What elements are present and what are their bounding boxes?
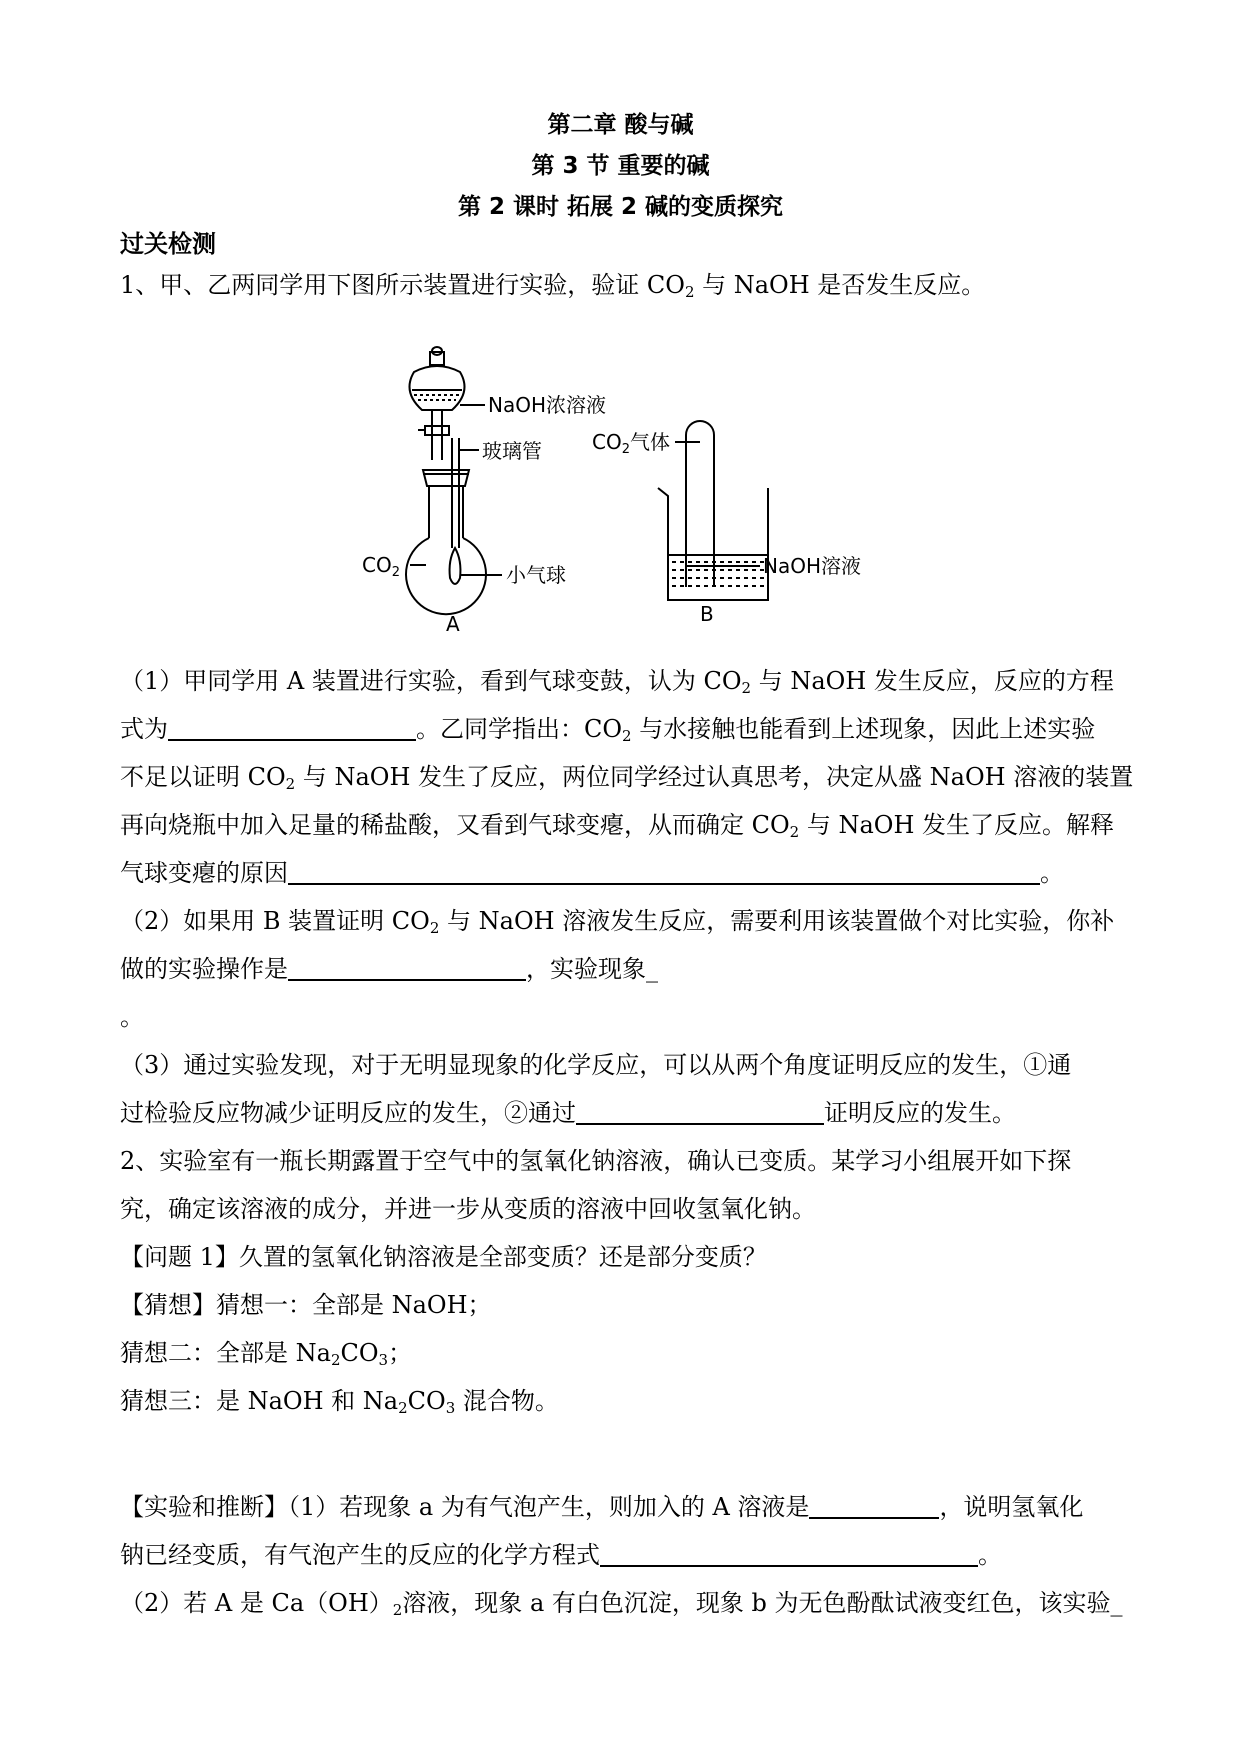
balloon (450, 548, 461, 584)
q2-problem1: 【问题 1】久置的氢氧化钠溶液是全部变质？还是部分变质？ (120, 1243, 767, 1271)
answer-blank-solution-a[interactable] (809, 1493, 939, 1519)
q1-part1-line2: 式为 。乙同学指出：$CO_2$ 与水接触也能看到上述现象，因此上述实验 (120, 715, 1096, 745)
q1-part2-line3: 。 (120, 1003, 144, 1031)
q1-part1-line1: （1）甲同学用 A 装置进行实验，看到气球变鼓，认为 $CO_2$ 与 NaOH 发生反应，反应的方程 (120, 667, 1114, 697)
funnel-stopper (430, 352, 444, 365)
apparatus-figure (0, 0, 1241, 640)
chapter-title: 第二章 酸与碱 (547, 112, 694, 138)
q2-experiment-line1: 【实验和推断】（1）若现象 a 为有气泡产生，则加入的 A 溶液是 ，说明氢氧化 (120, 1493, 1084, 1521)
q1-part2-line2: 做的实验操作是 ，实验现象_ (120, 955, 658, 983)
q1-stem: 1、甲、乙两同学用下图所示装置进行实验，验证 $CO_2$ 与 NaOH 是否发生反应。 (120, 271, 986, 301)
lesson-title: 第 2 课时 拓展 2 碱的变质探究 (457, 194, 784, 220)
rubber-stopper (423, 470, 469, 486)
label-naoh-concentrated: NaOH浓溶液 (488, 393, 606, 417)
answer-blank-balloon-reason[interactable] (288, 859, 1040, 885)
q1-part1-line5: 气球变瘪的原因 。 (120, 859, 1064, 887)
q1-part1-line4: 再向烧瓶中加入足量的稀盐酸，又看到气球变瘪，从而确定 $CO_2$ 与 NaOH 发生了反应。解释 (120, 811, 1115, 841)
part-title: 过关检测 (120, 230, 216, 258)
q2-guess2: 猜想二：全部是 $Na_2CO_3$； (120, 1339, 413, 1369)
label-apparatus-b: B (700, 602, 714, 626)
q1-part3-line2: 过检验反应物减少证明反应的发生，②通过 证明反应的发生。 (120, 1099, 1016, 1127)
q2-guess1: 【猜想】猜想一：全部是 NaOH； (120, 1291, 492, 1319)
answer-blank-equation-2[interactable] (600, 1541, 978, 1567)
label-apparatus-a: A (446, 612, 460, 636)
funnel-bulb (410, 366, 465, 410)
q1-part3-line1: （3）通过实验发现，对于无明显现象的化学反应，可以从两个角度证明反应的发生，①通 (120, 1051, 1072, 1079)
round-flask (406, 538, 486, 614)
label-co2-gas: $CO_2$气体 (592, 430, 670, 457)
answer-blank-product[interactable] (576, 1099, 824, 1125)
stopcock (425, 426, 449, 435)
label-glass-tube: 玻璃管 (482, 439, 542, 463)
q1-part1-line3: 不足以证明 $CO_2$ 与 NaOH 发生了反应，两位同学经过认真思考，决定从盛 NaOH 溶液的装置 (120, 763, 1134, 793)
section-title: 第 3 节 重要的碱 (531, 153, 710, 179)
answer-blank-operation[interactable] (288, 955, 526, 981)
q1-part2-line1: （2）如果用 B 装置证明 $CO_2$ 与 NaOH 溶液发生反应，需要利用该装置做个对比实验，你补 (120, 907, 1115, 937)
label-co2-flask: $CO_2$ (362, 553, 400, 580)
label-balloon: 小气球 (506, 563, 566, 587)
answer-blank-equation[interactable] (168, 715, 416, 741)
q2-guess3: 猜想三：是 NaOH 和 $Na_2CO_3$ 混合物。 (120, 1387, 559, 1417)
q2-stem-line1: 2、实验室有一瓶长期露置于空气中的氢氧化钠溶液，确认已变质。某学习小组展开如下探 (120, 1147, 1072, 1175)
q2-experiment-line2: 钠已经变质，有气泡产生的反应的化学方程式 。 (120, 1541, 1002, 1569)
q2-experiment-line3: （2）若 A 是 $Ca(OH)_2$溶液，现象 a 有白色沉淀，现象 b 为无色酚酞试液变红色，该实验_ (120, 1589, 1123, 1619)
q2-stem-line2: 究，确定该溶液的成分，并进一步从变质的溶液中回收氢氧化钠。 (120, 1195, 816, 1223)
label-naoh-solution: NaOH溶液 (763, 554, 861, 578)
